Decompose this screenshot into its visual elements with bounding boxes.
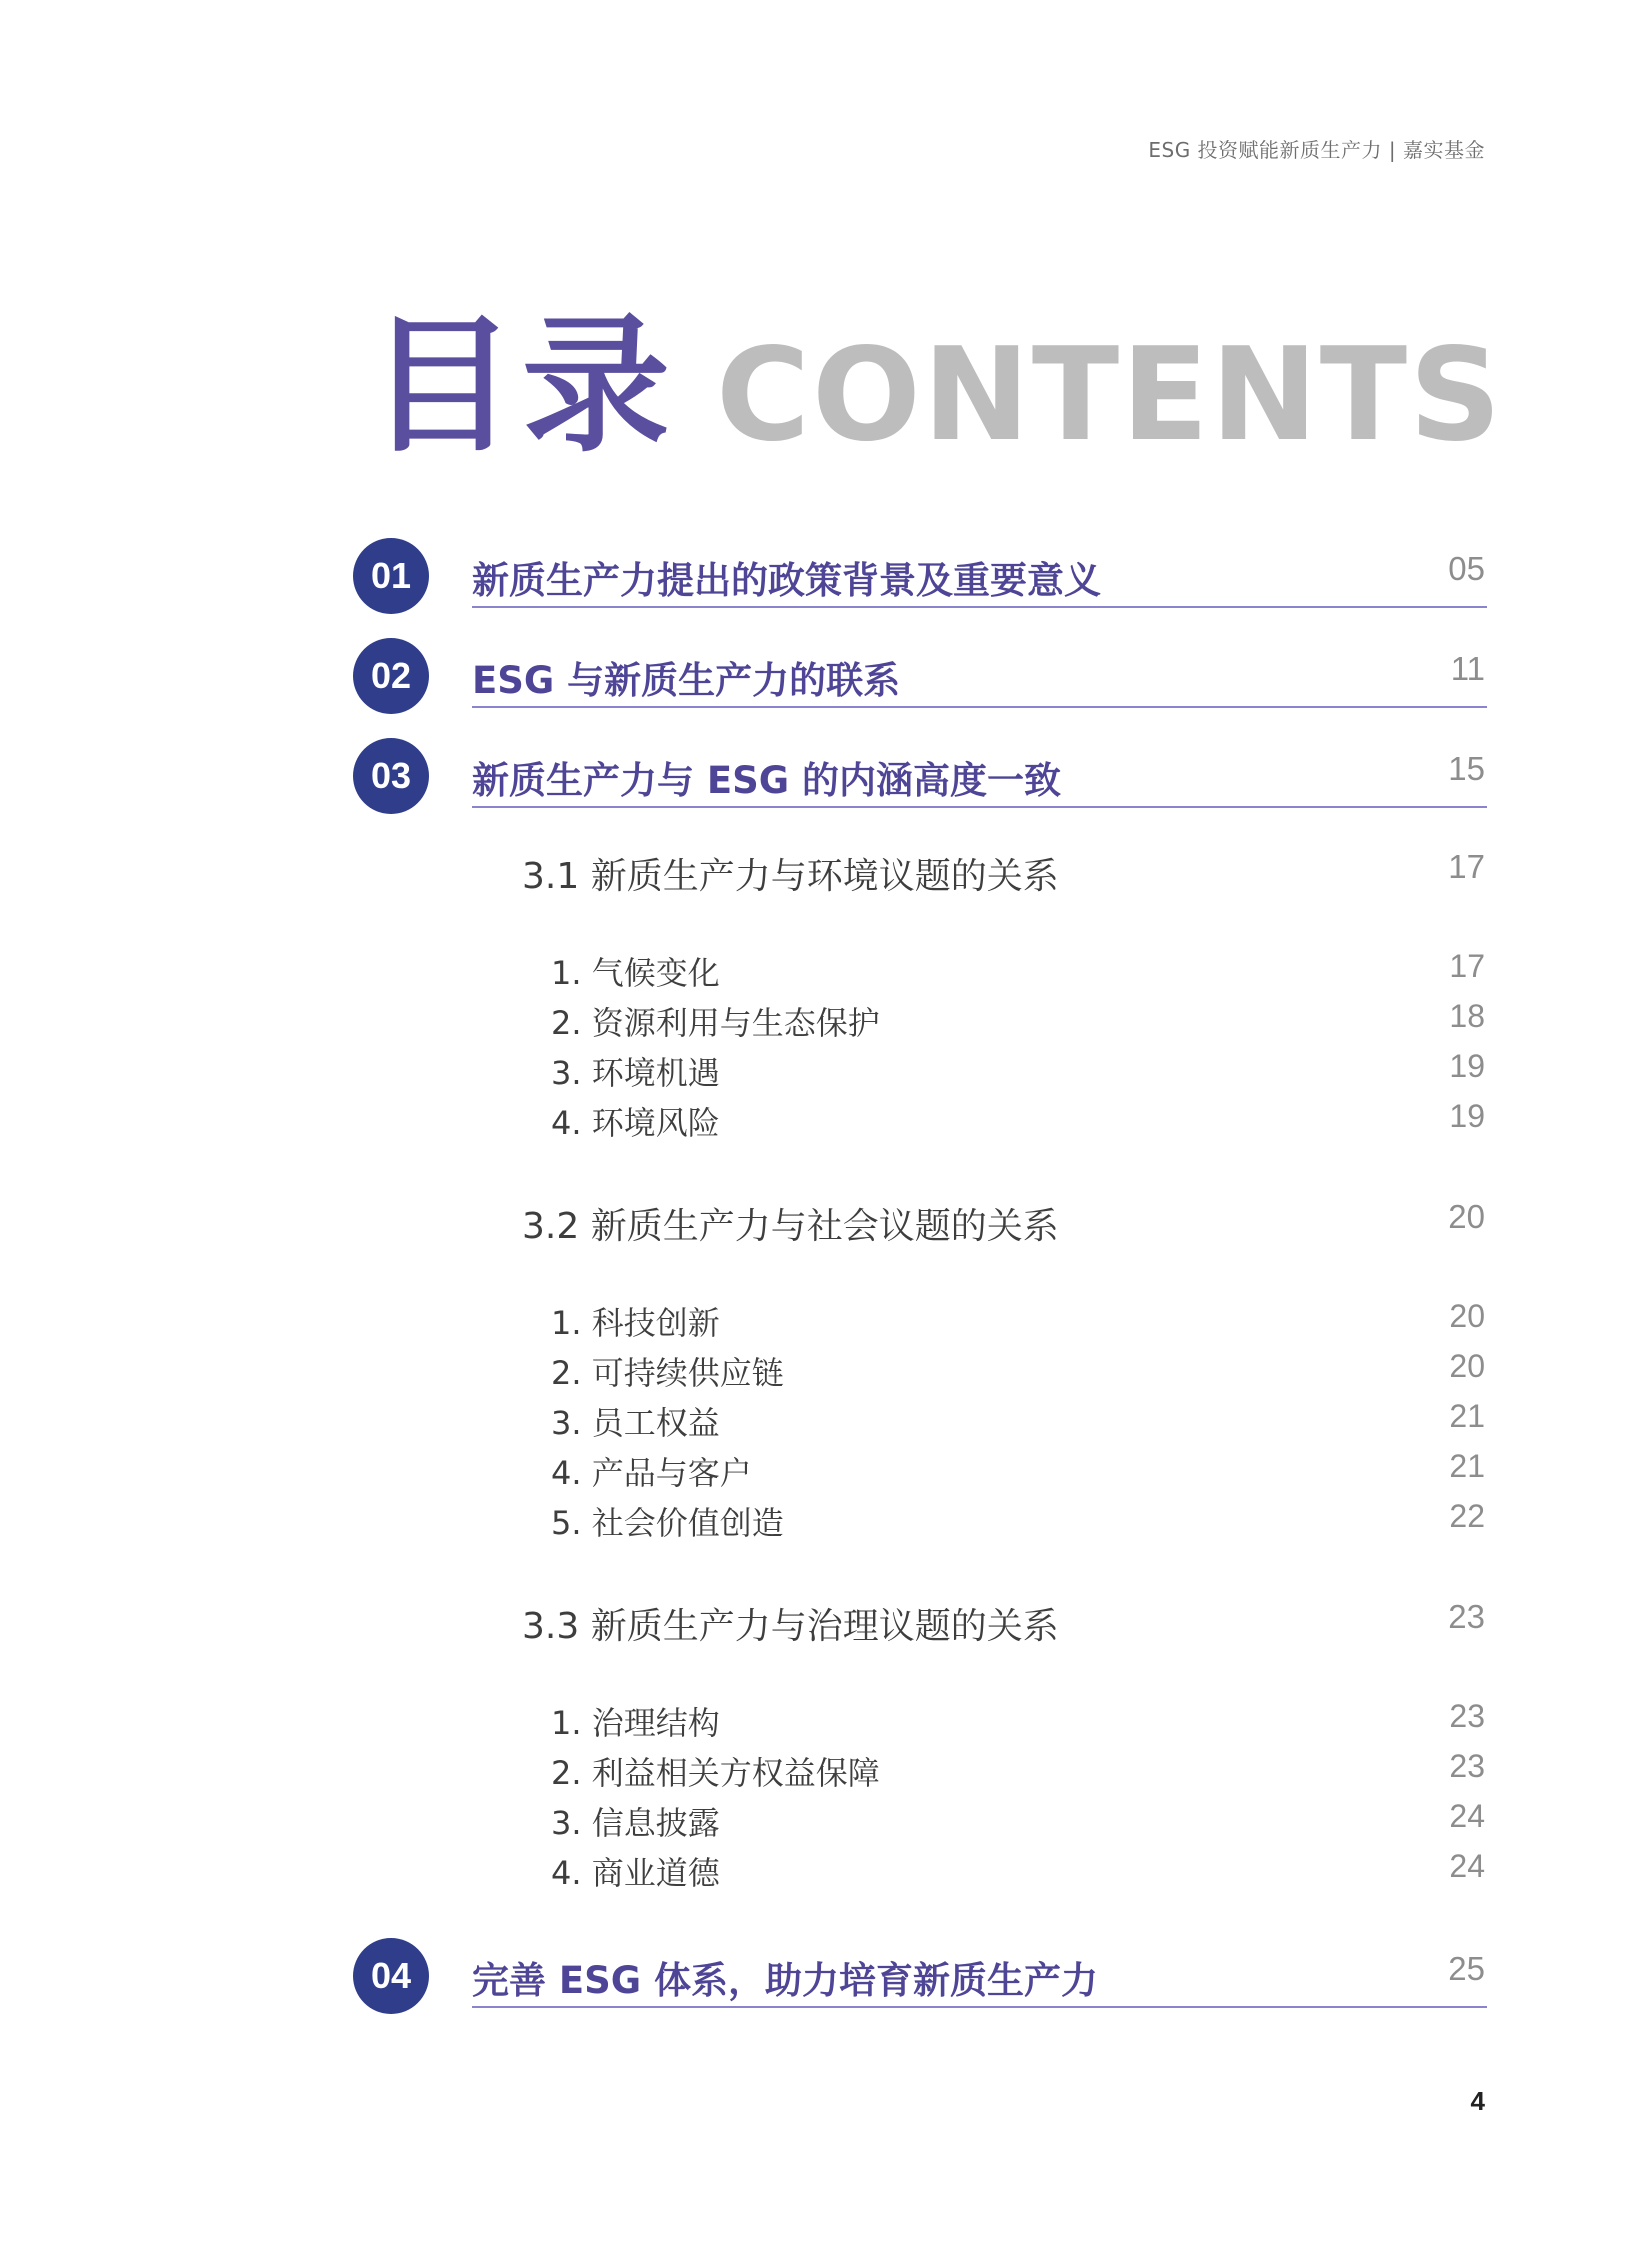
page-title — [368, 300, 1504, 472]
chapter-number-badge: 02 — [353, 638, 429, 714]
item-page-number: 23 — [1449, 1698, 1485, 1734]
item-title[interactable]: 2. 可持续供应链 — [551, 1354, 784, 1392]
chapter-divider — [472, 706, 1487, 708]
section-page-number: 23 — [1448, 1598, 1485, 1635]
chapter-title[interactable]: 新质生产力与 ESG 的内涵高度一致 — [472, 759, 1062, 802]
chapter-page-number: 11 — [1450, 650, 1485, 687]
chapter-title[interactable]: ESG 与新质生产力的联系 — [472, 659, 901, 702]
toc-item[interactable] — [0, 1298, 1645, 1342]
section-title[interactable]: 3.2 新质生产力与社会议题的关系 — [522, 1206, 1059, 1247]
item-title[interactable]: 4. 环境风险 — [551, 1104, 720, 1142]
item-title[interactable]: 4. 产品与客户 — [551, 1454, 752, 1492]
toc-item[interactable] — [0, 1798, 1645, 1842]
chapter-title[interactable]: 完善 ESG 体系，助力培育新质生产力 — [472, 1959, 1099, 2002]
toc-item[interactable] — [0, 1848, 1645, 1892]
item-title[interactable]: 1. 科技创新 — [551, 1304, 720, 1342]
chapter-divider — [472, 806, 1487, 808]
chapter-title[interactable]: 新质生产力提出的政策背景及重要意义 — [472, 559, 1101, 602]
item-page-number: 24 — [1449, 1798, 1485, 1834]
item-title[interactable]: 3. 员工权益 — [551, 1404, 720, 1442]
toc-item[interactable] — [0, 1098, 1645, 1142]
toc-chapter-01[interactable] — [0, 538, 1645, 638]
toc-chapter-02[interactable] — [0, 638, 1645, 738]
item-page-number: 18 — [1449, 998, 1485, 1034]
chapter-divider — [472, 2006, 1487, 2008]
toc-item[interactable] — [0, 948, 1645, 992]
chapter-page-number: 25 — [1448, 1950, 1485, 1987]
toc-item[interactable] — [0, 1498, 1645, 1542]
item-title[interactable]: 1. 治理结构 — [551, 1704, 720, 1742]
item-page-number: 21 — [1449, 1398, 1485, 1434]
item-page-number: 19 — [1449, 1048, 1485, 1084]
item-title[interactable]: 3. 信息披露 — [551, 1804, 720, 1842]
item-page-number: 22 — [1449, 1498, 1485, 1534]
toc-item[interactable] — [0, 1348, 1645, 1392]
section-title[interactable]: 3.3 新质生产力与治理议题的关系 — [522, 1606, 1059, 1647]
chapter-divider — [472, 606, 1487, 608]
item-page-number: 20 — [1449, 1348, 1485, 1384]
chapter-number-badge: 04 — [353, 1938, 429, 2014]
toc-item[interactable] — [0, 1448, 1645, 1492]
item-title[interactable]: 2. 利益相关方权益保障 — [551, 1754, 880, 1792]
section-page-number: 17 — [1448, 848, 1485, 885]
item-title[interactable]: 4. 商业道德 — [551, 1854, 720, 1892]
toc-chapter-04[interactable] — [0, 1938, 1645, 2038]
toc-item[interactable] — [0, 1398, 1645, 1442]
toc-item[interactable] — [0, 1698, 1645, 1742]
section-page-number: 20 — [1448, 1198, 1485, 1235]
item-title[interactable]: 1. 气候变化 — [551, 954, 720, 992]
item-page-number: 23 — [1449, 1748, 1485, 1784]
item-title[interactable]: 5. 社会价值创造 — [551, 1504, 784, 1542]
section-title[interactable]: 3.1 新质生产力与环境议题的关系 — [522, 856, 1059, 897]
item-page-number: 19 — [1449, 1098, 1485, 1134]
toc-item[interactable] — [0, 1048, 1645, 1092]
chapter-page-number: 05 — [1448, 550, 1485, 587]
item-page-number: 21 — [1449, 1448, 1485, 1484]
item-page-number: 24 — [1449, 1848, 1485, 1884]
toc-section-3-1[interactable] — [0, 848, 1645, 898]
item-page-number: 20 — [1449, 1298, 1485, 1334]
chapter-page-number: 15 — [1448, 750, 1485, 787]
item-title[interactable]: 2. 资源利用与生态保护 — [551, 1004, 880, 1042]
title-en: CONTENTS — [716, 321, 1504, 470]
item-title[interactable]: 3. 环境机遇 — [551, 1054, 720, 1092]
toc-section-3-2[interactable] — [0, 1198, 1645, 1248]
toc-item[interactable] — [0, 1748, 1645, 1792]
toc-chapter-03[interactable] — [0, 738, 1645, 838]
item-page-number: 17 — [1449, 948, 1485, 984]
title-cn: 目录 — [368, 300, 676, 472]
chapter-number-badge: 01 — [353, 538, 429, 614]
page-number: 4 — [1470, 2086, 1485, 2116]
running-header: ESG 投资赋能新质生产力 | 嘉实基金 — [1148, 138, 1485, 162]
toc-item[interactable] — [0, 998, 1645, 1042]
toc-section-3-3[interactable] — [0, 1598, 1645, 1648]
chapter-number-badge: 03 — [353, 738, 429, 814]
